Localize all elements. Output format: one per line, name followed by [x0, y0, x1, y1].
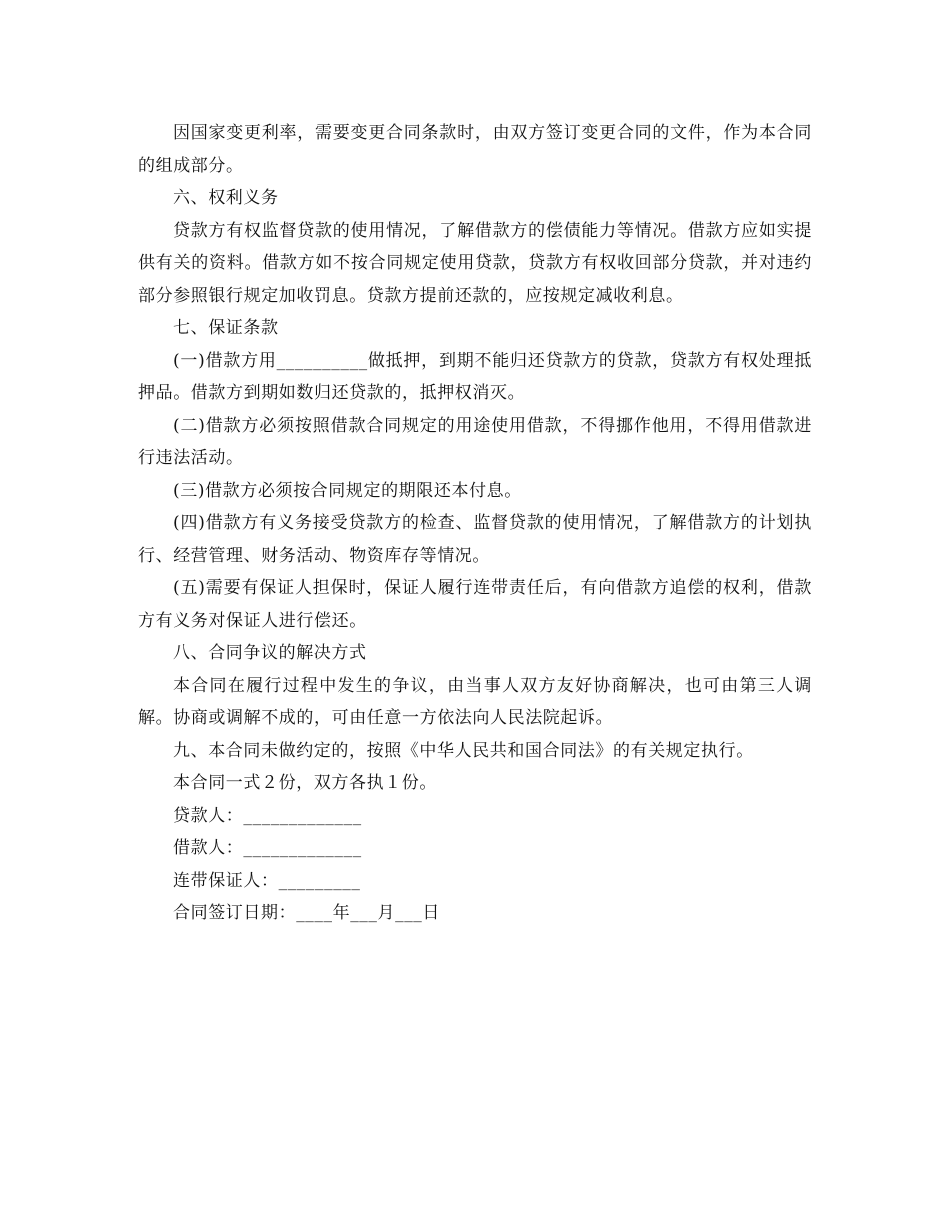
paragraph-guarantee-5: (五)需要有保证人担保时，保证人履行连带责任后，有向借款方追偿的权利，借款方有义务对保证人进行偿还。	[138, 578, 812, 631]
paragraph-dispute-resolution: 本合同在履行过程中发生的争议，由当事人双方友好协商解决，也可由第三人调解。协商或调解不成的，可由任意一方依法向人民法院起诉。	[138, 675, 812, 728]
section-heading-guarantee: 七、保证条款	[173, 318, 279, 338]
signature-lender: 贷款人：_____________	[173, 805, 362, 826]
paragraph-interest-rate-change: 因国家变更利率，需要变更合同条款时，由双方签订变更合同的文件，作为本合同的组成部分。	[138, 123, 812, 176]
paragraph-copies: 本合同一式２份，双方各执１份。	[173, 773, 437, 793]
paragraph-guarantee-2: (二)借款方必须按照借款合同规定的用途使用借款，不得挪作他用，不得用借款进行违法活动。	[138, 415, 812, 468]
signing-date: 合同签订日期：____年___月___日	[173, 903, 440, 923]
paragraph-guarantee-4: (四)借款方有义务接受贷款方的检查、监督贷款的使用情况，了解借款方的计划执行、经营管理、财务活动、物资库存等情况。	[138, 513, 812, 566]
paragraph-guarantee-3: (三)借款方必须按合同规定的期限还本付息。	[173, 480, 522, 501]
paragraph-guarantee-1: (一)借款方用__________做抵押，到期不能归还贷款方的贷款，贷款方有权处理抵押品。借款方到期如数归还贷款的，抵押权消灭。	[138, 350, 812, 403]
section-heading-dispute-resolution: 八、合同争议的解决方式	[173, 643, 367, 663]
document-body	[138, 117, 812, 930]
signature-borrower: 借款人：_____________	[173, 838, 362, 858]
paragraph-other-provisions: 九、本合同未做约定的，按照《中华人民共和国合同法》的有关规定执行。	[173, 740, 754, 761]
signature-guarantor: 连带保证人：_________	[173, 870, 361, 891]
section-heading-rights-obligations: 六、权利义务	[173, 188, 279, 208]
paragraph-lender-supervision: 贷款方有权监督贷款的使用情况，了解借款方的偿债能力等情况。借款方应如实提供有关的资料。借款方如不按合同规定使用贷款，贷款方有权收回部分贷款，并对违约部分参照银行规定加收罚息。贷款方提前还款的，应按规定减收利息。	[138, 220, 812, 306]
